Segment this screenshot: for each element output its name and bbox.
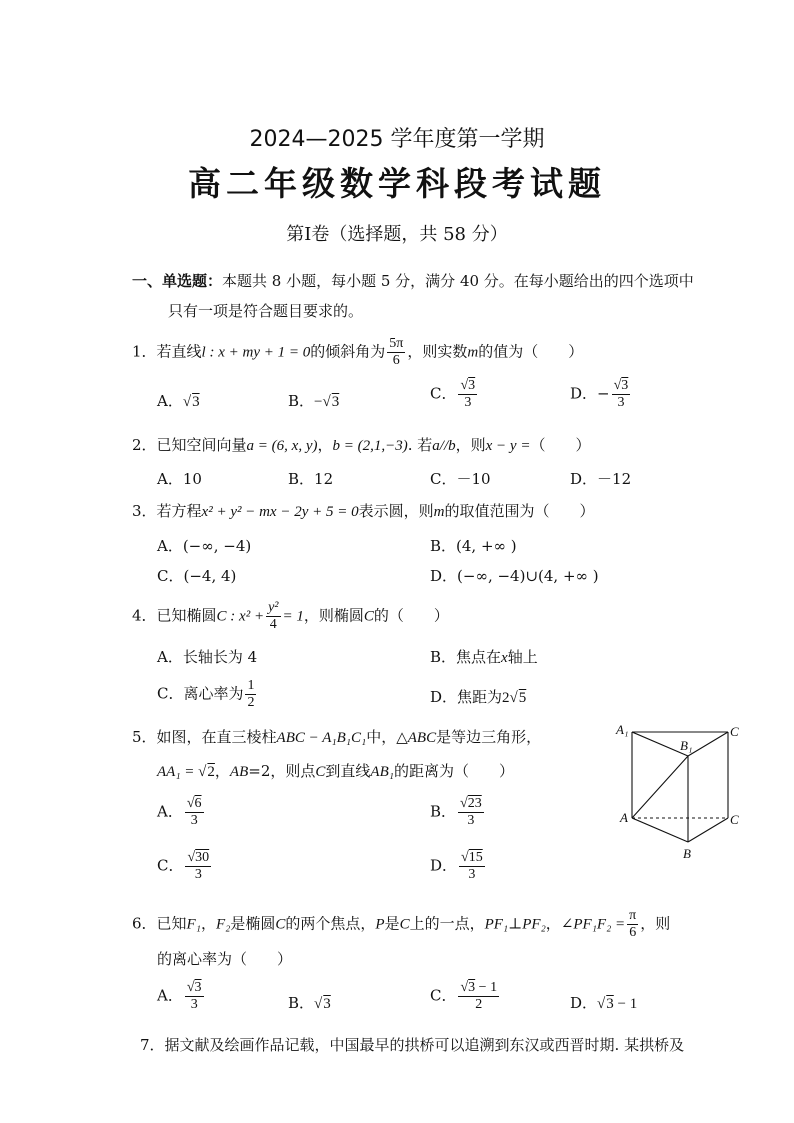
section-desc-line1: 本题共 8 小题，每小题 5 分，满分 40 分。在每小题给出的四个选项中: [222, 272, 694, 290]
q3-option-b: B．(4, +∞ ): [430, 537, 517, 555]
label-b: B: [683, 846, 691, 861]
q3-option-c: C．(−4, 4): [157, 567, 237, 585]
line-equation: l : x + my + 1 = 0: [201, 344, 311, 361]
section-desc-line2: 只有一项是符合题目要求的。: [168, 302, 364, 320]
q6-option-c: C． $\frac{√3 - 1}{2}$: [430, 980, 498, 1013]
q6-option-b: B．√3: [288, 994, 331, 1012]
question-3-stem: 3．若方程x² + y² − mx − 2y + 5 = 0表示圆，则m的取值范围为（ ）: [132, 502, 595, 520]
q2-option-a: A．10: [157, 470, 202, 488]
edge-b1c1: [688, 732, 728, 756]
q6-option-d: D．√3 − 1: [570, 994, 638, 1012]
prism-figure: [608, 718, 794, 868]
segment-ab1: [632, 756, 688, 818]
q1-option-a: A．√3: [157, 392, 200, 410]
question-4-stem: 4．已知椭圆C : x² + $\frac{\text{y²}}{4}$ = 1，则椭圆C的（ ）: [132, 600, 449, 633]
q4-option-a: A．长轴长为 4: [157, 648, 258, 666]
q5-option-a: A． $\frac{√6}{3}$: [157, 796, 202, 829]
question-6-line1: 6．已知F₁，F₂是椭圆C的两个焦点，P是C上的一点，PF₁⊥PF₂，∠PF₁F₂ = $\frac{\pi}{6}$ ，则: [132, 908, 671, 941]
q3-option-a: A．(−∞, −4): [157, 537, 252, 555]
exam-main-title: 高二年级数学科段考试题: [188, 164, 606, 203]
label-c1: C: [730, 724, 739, 739]
q1-option-b: B．−√3: [288, 392, 340, 410]
label-a: A: [620, 810, 628, 825]
question-1-stem: 1．若直线l : x + my + 1 = 0的倾斜角为 $\frac{5\pi}{6}$ ，则实数m的值为（ ）: [132, 336, 584, 369]
label-c: C: [730, 812, 739, 827]
q6-option-a: A． $\frac{√3}{3}$: [157, 980, 202, 1013]
q5-option-c: C． $\frac{√30}{3}$: [157, 850, 210, 883]
q3-option-d: D．(−∞, −4)∪(4, +∞ ): [430, 567, 599, 585]
q5-option-b: B． $\frac{√23}{3}$: [430, 796, 482, 829]
label-b1: B₁: [680, 738, 693, 753]
angle-fraction: $\frac{5\pi}{6}$: [389, 336, 404, 369]
edge-bc: [688, 818, 728, 842]
q2-option-c: C．－10: [430, 470, 491, 488]
edge-ab: [632, 818, 688, 842]
q2-option-b: B．12: [288, 470, 334, 488]
q4-option-c: C．离心率为 $\frac{1}{2}$: [157, 678, 255, 711]
exam-part-title: 第Ⅰ卷（选择题，共 58 分）: [286, 224, 508, 245]
question-2-stem: 2．已知空间向量a = (6, x, y)，b = (2,1,−3). 若a//b，则x − y =（ ）: [132, 436, 591, 454]
question-5-line1: 5．如图，在直三棱柱ABC − A₁B₁C₁中，△ABC是等边三角形，: [132, 728, 542, 746]
q1-option-c: C． $\frac{√3}{3}$: [430, 378, 476, 411]
question-6-line2: 的离心率为（ ）: [157, 950, 293, 968]
exam-year-title: 2024—2025 学年度第一学期: [249, 127, 545, 152]
question-5-line2: AA₁ = √2，AB=2，则点C到直线AB₁的距离为（ ）: [157, 762, 514, 780]
question-7-stem: 7．据文献及绘画作品记载，中国最早的拱桥可以追溯到东汉或西晋时期. 某拱桥及: [140, 1036, 685, 1054]
q1-option-d: D．− $\frac{√3}{3}$: [570, 378, 629, 411]
section-intro: [132, 270, 694, 291]
q2-option-d: D．－12: [570, 470, 632, 488]
q4-option-d: D．焦距为2√5: [430, 688, 527, 706]
q5-option-d: D． $\frac{√15}{3}$: [430, 850, 483, 883]
q4-option-b: B．焦点在x轴上: [430, 648, 538, 666]
section-heading: 一、单选题：: [132, 272, 223, 290]
label-a1: A₁: [616, 722, 629, 737]
